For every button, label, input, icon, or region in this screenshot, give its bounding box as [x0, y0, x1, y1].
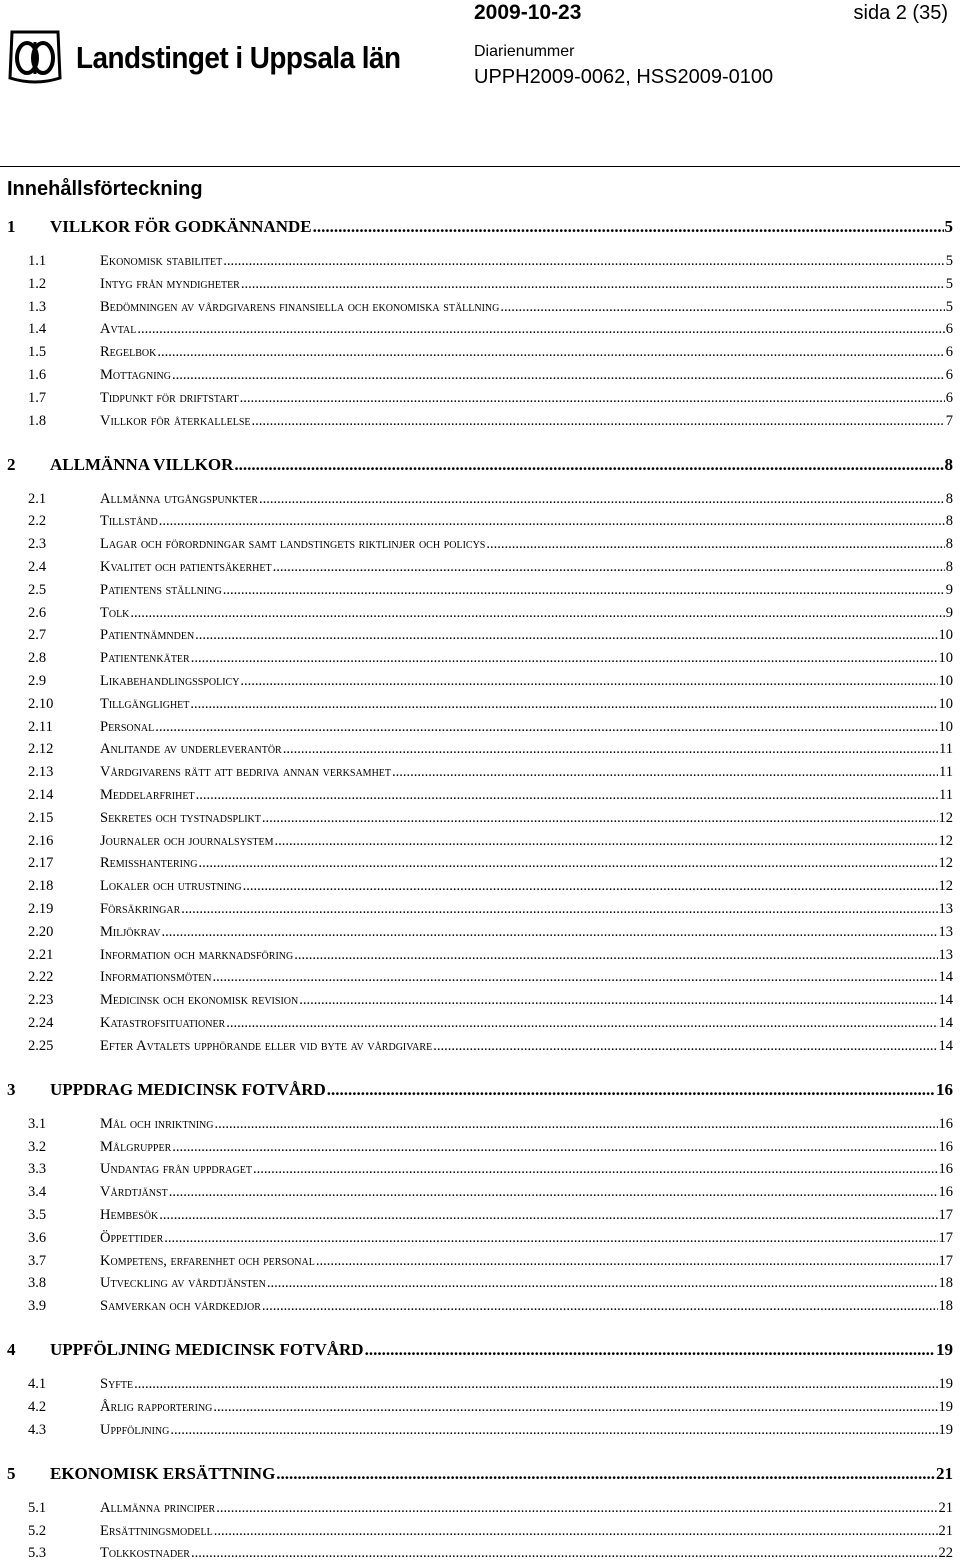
toc-entry-line	[100, 253, 953, 270]
toc-entry-line	[100, 1253, 953, 1270]
toc-entry-label: VILLKOR FÖR GODKÄNNANDE	[50, 217, 312, 236]
toc-entry-number: 2.2	[28, 513, 47, 530]
toc-entry-label: Bedömningen av vårdgivarens finansiella och ekonomiska ställning	[100, 298, 500, 315]
toc-entry-number: 3.6	[28, 1229, 47, 1246]
toc-entry-line	[100, 344, 953, 361]
toc-entry-label: Vårdgivarens rätt att bedriva annan verksamhet	[100, 764, 392, 781]
toc-entry-number: 1.3	[28, 298, 47, 315]
toc-entry-number: 2.13	[28, 764, 54, 781]
toc-dot-leader	[134, 1376, 937, 1393]
toc-entry-page: 21	[936, 1463, 953, 1483]
toc-entry-page: 16	[938, 1115, 953, 1132]
toc-entry-line	[100, 719, 953, 736]
toc-dot-leader	[155, 719, 937, 736]
toc-entry-line	[100, 299, 953, 316]
toc-entry-page: 9	[945, 604, 953, 621]
toc-entry-number: 2.14	[28, 787, 54, 803]
toc-dot-leader	[137, 321, 944, 338]
toc-entry-number: 1.8	[28, 412, 47, 429]
toc-entry-label: Information och marknadsföring	[100, 946, 294, 963]
toc-entry-number: 2.8	[28, 650, 47, 667]
toc-entry-number: 4.1	[28, 1376, 47, 1393]
toc-entry-line	[100, 992, 953, 1009]
toc-dot-leader	[433, 1038, 937, 1055]
toc-dot-leader	[299, 992, 937, 1009]
toc-dot-leader	[274, 833, 937, 850]
toc-entry-number: 2.22	[28, 969, 54, 986]
toc-dot-leader	[157, 344, 944, 361]
toc-entry-page: 13	[938, 946, 953, 963]
toc-entry-page: 14	[938, 969, 953, 986]
toc-dot-leader	[226, 1015, 937, 1032]
toc-entry-page: 14	[938, 1037, 953, 1054]
toc-entry-number: 2.24	[28, 1015, 54, 1031]
toc-entry-number: 1.7	[28, 389, 47, 406]
toc-entry-line	[100, 833, 953, 850]
toc-dot-leader	[172, 367, 945, 384]
toc-entry-line	[100, 1500, 953, 1517]
toc-entry-number: 2.6	[28, 604, 47, 621]
toc-entry-line	[100, 536, 953, 553]
toc-entry-label: Allmänna utgångspunkter	[100, 490, 258, 507]
toc-entry-label: ALLMÄNNA VILLKOR	[50, 454, 234, 474]
toc-entry-label: Likabehandlingsspolicy	[100, 673, 240, 689]
toc-entry-label: Målgrupper	[100, 1138, 172, 1155]
toc-dot-leader	[164, 1230, 937, 1247]
toc-entry-line	[100, 855, 953, 872]
toc-entry-label: Vårdtjänst	[100, 1184, 168, 1201]
toc-entry-number: 3	[7, 1079, 16, 1099]
toc-dot-leader	[327, 1080, 935, 1100]
toc-entry-line	[100, 413, 953, 430]
toc-entry-number: 5.3	[28, 1545, 47, 1562]
toc-dot-leader	[273, 559, 945, 576]
toc-entry-line	[100, 696, 953, 713]
toc-entry-number: 2.23	[28, 992, 54, 1009]
toc-dot-leader	[172, 1139, 937, 1156]
toc-dot-leader	[223, 582, 945, 599]
toc-entry-line	[100, 1376, 953, 1393]
toc-entry-page: 10	[938, 695, 953, 712]
toc-entry-page: 18	[938, 1298, 953, 1315]
toc-entry-page: 10	[938, 673, 953, 689]
toc-dot-leader	[170, 1422, 937, 1439]
toc-dot-leader	[365, 1340, 935, 1360]
toc-entry-number: 2.17	[28, 855, 54, 872]
toc-entry-label: Patientenkäter	[100, 650, 190, 667]
toc-entry-label: Ekonomisk stabilitet	[100, 253, 223, 269]
page-number: sida 2 (35)	[853, 2, 948, 24]
toc-entry-label: Försäkringar	[100, 901, 181, 917]
toc-entry-label: Villkor för återkallelse	[100, 412, 251, 429]
toc-dot-leader	[213, 969, 938, 986]
toc-entry-label: UPPFÖLJNING MEDICINSK FOTVÅRD	[50, 1340, 364, 1360]
toc-entry-number: 4	[7, 1340, 16, 1360]
toc-entry-number: 1.5	[28, 344, 47, 361]
toc-dot-leader	[198, 855, 937, 872]
toc-entry-label: Avtal	[100, 321, 137, 338]
toc-dot-leader	[159, 1207, 937, 1224]
toc-entry-page: 17	[938, 1229, 953, 1246]
toc-dot-leader	[223, 253, 945, 270]
toc-entry-line	[100, 1184, 953, 1201]
toc-entry-page: 22	[938, 1545, 953, 1562]
toc-dot-leader	[214, 1116, 937, 1133]
toc-entry-page: 7	[945, 412, 953, 429]
toc-entry-label: Remisshantering	[100, 855, 198, 872]
toc-dot-leader	[241, 276, 945, 293]
toc-entry-page: 5	[945, 253, 953, 269]
toc-entry-line	[100, 1523, 953, 1540]
toc-dot-leader	[262, 810, 938, 827]
toc-entry-page: 16	[936, 1079, 953, 1099]
toc-entry-number: 2.9	[28, 673, 47, 689]
toc-entry-number: 2.12	[28, 741, 54, 758]
toc-entry-line	[100, 1139, 953, 1156]
toc-entry-line	[100, 367, 953, 384]
toc-entry-line	[50, 1464, 953, 1484]
toc-entry-label: Meddelarfrihet	[100, 787, 195, 803]
toc-entry-line	[50, 1340, 953, 1360]
diarienummer-label: Diarienummer	[474, 43, 575, 60]
toc-entry-label: Mottagning	[100, 367, 171, 383]
toc-entry-number: 3.8	[28, 1275, 47, 1292]
toc-entry-label: Öppettider	[100, 1229, 164, 1246]
toc-entry-number: 2.15	[28, 809, 54, 826]
toc-entry-line	[100, 1298, 953, 1315]
toc-entry-page: 10	[938, 627, 953, 644]
toc-entry-number: 2.11	[28, 718, 53, 735]
toc-entry-page: 17	[938, 1252, 953, 1269]
toc-entry-line	[100, 924, 953, 941]
toc-entry-page: 21	[938, 1522, 953, 1539]
toc-entry-page: 12	[938, 878, 953, 895]
toc-entry-number: 3.5	[28, 1207, 47, 1223]
toc-entry-label: Tolkkostnader	[100, 1545, 190, 1562]
toc-entry-number: 2.21	[28, 946, 54, 963]
toc-entry-label: Mål och inriktning	[100, 1115, 214, 1132]
toc-entry-page: 16	[938, 1184, 953, 1201]
toc-dot-leader	[159, 513, 945, 530]
toc-entry-label: Utveckling av vårdtjänsten	[100, 1275, 266, 1292]
toc-entry-label: Uppföljning	[100, 1421, 170, 1438]
toc-entry-line	[100, 1161, 953, 1178]
toc-entry-page: 19	[938, 1399, 953, 1415]
toc-entry-line	[100, 1399, 953, 1416]
toc-entry-page: 10	[938, 650, 953, 667]
toc-entry-page: 5	[945, 298, 953, 315]
toc-entry-line	[100, 673, 953, 690]
toc-entry-line	[100, 513, 953, 530]
toc-entry-label: Medicinsk och ekonomisk revision	[100, 992, 299, 1009]
toc-entry-number: 5.2	[28, 1522, 47, 1539]
toc-entry-label: Anlitande av underleverantör	[100, 741, 282, 758]
toc-entry-number: 1.2	[28, 275, 47, 292]
toc-entry-label: Allmänna principer	[100, 1499, 216, 1516]
toc-entry-line	[100, 650, 953, 667]
toc-entry-label: EKONOMISK ERSÄTTNING	[50, 1463, 276, 1483]
toc-entry-number: 2.7	[28, 627, 47, 644]
toc-dot-leader	[234, 455, 943, 475]
toc-entry-label: Patientens ställning	[100, 581, 222, 598]
toc-entry-number: 4.3	[28, 1421, 47, 1438]
toc-dot-leader	[195, 627, 937, 644]
toc-entry-label: Tillstånd	[100, 513, 158, 530]
diarienummer-value: UPPH2009-0062, HSS2009-0100	[474, 66, 774, 88]
toc-entry-line	[100, 741, 953, 758]
toc-entry-label: Undantag från uppdraget	[100, 1161, 252, 1178]
toc-entry-label: Samverkan och vårdkedjor	[100, 1298, 261, 1315]
toc-entry-line	[100, 1038, 953, 1055]
toc-entry-page: 8	[945, 536, 953, 553]
toc-entry-label: Tillgänglighet	[100, 695, 190, 712]
organization-name: Landstinget i Uppsala län	[76, 39, 401, 75]
toc-entry-page: 8	[945, 490, 953, 507]
toc-entry-page: 5	[945, 275, 953, 292]
toc-entry-number: 2.1	[28, 490, 47, 507]
toc-entry-number: 2.20	[28, 923, 54, 940]
toc-entry-label: Regelbok	[100, 344, 157, 361]
toc-entry-label: Hembesök	[100, 1207, 159, 1223]
toc-dot-leader	[283, 741, 938, 758]
toc-entry-line	[100, 947, 953, 964]
toc-entry-number: 1.4	[28, 321, 47, 338]
toc-entry-label: Informationsmöten	[100, 969, 212, 986]
toc-entry-line	[100, 321, 953, 338]
toc-entry-number: 5	[7, 1463, 16, 1483]
toc-entry-line	[100, 764, 953, 781]
toc-entry-page: 19	[936, 1340, 953, 1360]
toc-entry-line	[50, 455, 953, 475]
toc-entry-line	[100, 1422, 953, 1439]
toc-dot-leader	[392, 764, 938, 781]
toc-entry-line	[100, 969, 953, 986]
toc-entry-page: 12	[938, 855, 953, 872]
toc-entry-label: Journaler och journalsystem	[100, 832, 274, 849]
toc-entry-number: 2.19	[28, 901, 54, 917]
header-divider	[0, 166, 960, 167]
toc-entry-line	[100, 878, 953, 895]
toc-dot-leader	[276, 1464, 935, 1484]
toc-dot-leader	[486, 536, 944, 553]
toc-entry-page: 6	[945, 344, 953, 361]
toc-dot-leader	[294, 947, 937, 964]
toc-dot-leader	[253, 1161, 938, 1178]
toc-entry-line	[100, 1230, 953, 1247]
toc-entry-number: 2.3	[28, 536, 47, 553]
toc-entry-line	[100, 810, 953, 827]
toc-entry-number: 5.1	[28, 1499, 47, 1516]
toc-entry-page: 13	[938, 923, 953, 940]
toc-entry-label: Tolk	[100, 604, 130, 621]
toc-entry-label: Lagar och förordningar samt landstingets riktlinjer och policys	[100, 536, 486, 553]
toc-entry-number: 4.2	[28, 1399, 47, 1415]
toc-dot-leader	[240, 390, 945, 407]
toc-entry-label: Miljökrav	[100, 923, 161, 940]
toc-entry-label: Efter Avtalets upphörande eller vid byte av vårdgivare	[100, 1037, 433, 1054]
toc-dot-leader	[316, 1253, 938, 1270]
toc-dot-leader	[259, 491, 945, 508]
document-date: 2009-10-23	[474, 1, 582, 24]
toc-entry-number: 2.5	[28, 581, 47, 598]
toc-entry-page: 8	[945, 559, 953, 575]
toc-entry-page: 19	[938, 1421, 953, 1438]
toc-entry-line	[100, 605, 953, 622]
toc-entry-page: 11	[939, 787, 953, 803]
organization-logo	[6, 28, 437, 86]
toc-entry-page: 5	[944, 217, 953, 236]
toc-entry-page: 14	[938, 992, 953, 1009]
toc-dot-leader	[216, 1500, 937, 1517]
toc-dot-leader	[191, 1545, 938, 1562]
toc-entry-label: Kompetens, erfarenhet och personal	[100, 1252, 315, 1269]
toc-entry-label: Sekretes och tystnadsplikt	[100, 809, 261, 826]
toc-entry-page: 18	[938, 1275, 953, 1292]
toc-entry-line	[100, 1207, 953, 1224]
toc-dot-leader	[252, 413, 945, 430]
toc-entry-label: Patientnämnden	[100, 627, 195, 644]
toc-dot-leader	[191, 650, 938, 667]
toc-entry-page: 21	[938, 1499, 953, 1516]
toc-entry-line	[100, 390, 953, 407]
toc-entry-label: UPPDRAG MEDICINSK FOTVÅRD	[50, 1079, 326, 1099]
toc-dot-leader	[313, 217, 944, 237]
toc-entry-page: 17	[938, 1207, 953, 1223]
toc-entry-number: 3.1	[28, 1115, 47, 1132]
toc-entry-page: 12	[938, 832, 953, 849]
toc-entry-label: Intyg från myndigheter	[100, 275, 240, 292]
toc-dot-leader	[181, 901, 937, 918]
toc-entry-page: 16	[938, 1138, 953, 1155]
toc-entry-line	[50, 1080, 953, 1100]
toc-dot-leader	[130, 605, 944, 622]
toc-entry-number: 1.1	[28, 253, 47, 269]
toc-entry-page: 12	[938, 809, 953, 826]
toc-entry-number: 2.18	[28, 878, 54, 895]
toc-entry-page: 14	[938, 1015, 953, 1031]
toc-entry-line	[100, 491, 953, 508]
toc-entry-label: Tidpunkt för driftstart	[100, 389, 239, 406]
toc-entry-page: 8	[945, 513, 953, 530]
toc-entry-page: 19	[938, 1376, 953, 1393]
toc-entry-number: 1	[7, 217, 16, 236]
toc-entry-line	[100, 1015, 953, 1032]
toc-dot-leader	[262, 1298, 938, 1315]
toc-entry-number: 2.16	[28, 832, 54, 849]
toc-dot-leader	[190, 696, 937, 713]
toc-entry-page: 11	[939, 741, 953, 758]
toc-entry-number: 3.2	[28, 1138, 47, 1155]
toc-entry-line	[100, 559, 953, 576]
toc-entry-label: Ersättningsmodell	[100, 1522, 213, 1539]
toc-entry-line	[100, 627, 953, 644]
toc-entry-line	[100, 276, 953, 293]
toc-entry-number: 2.25	[28, 1037, 54, 1054]
toc-entry-page: 6	[945, 321, 953, 338]
toc-entry-page: 9	[945, 581, 953, 598]
toc-entry-number: 1.6	[28, 367, 47, 383]
toc-entry-number: 2	[7, 454, 16, 474]
toc-entry-line	[100, 1116, 953, 1133]
toc-entry-page: 8	[944, 454, 953, 474]
toc-title: Innehållsförteckning	[7, 178, 203, 200]
toc-dot-leader	[213, 1399, 937, 1416]
toc-dot-leader	[240, 673, 937, 690]
toc-dot-leader	[243, 878, 938, 895]
toc-entry-number: 3.3	[28, 1161, 47, 1178]
landstinget-logo-icon	[6, 28, 64, 86]
toc-dot-leader	[169, 1184, 938, 1201]
toc-entry-page: 13	[938, 901, 953, 917]
toc-dot-leader	[196, 787, 938, 804]
toc-entry-page: 6	[945, 389, 953, 406]
page-header	[0, 0, 960, 170]
toc-entry-line	[50, 217, 953, 237]
toc-entry-line	[100, 1545, 953, 1562]
toc-dot-leader	[500, 299, 944, 316]
toc-entry-label: Katastrofsituationer	[100, 1015, 226, 1031]
toc-entry-line	[100, 787, 953, 804]
toc-entry-label: Årlig rapportering	[100, 1399, 213, 1415]
toc-dot-leader	[267, 1275, 938, 1292]
toc-entry-line	[100, 582, 953, 599]
toc-entry-page: 6	[945, 367, 953, 383]
toc-entry-label: Kvalitet och patientsäkerhet	[100, 559, 272, 575]
toc-entry-line	[100, 901, 953, 918]
toc-entry-number: 3.4	[28, 1184, 47, 1201]
toc-entry-label: Syfte	[100, 1376, 134, 1393]
toc-entry-number: 2.4	[28, 559, 47, 575]
toc-entry-number: 2.10	[28, 695, 54, 712]
toc-entry-page: 16	[938, 1161, 953, 1178]
toc-dot-leader	[214, 1523, 938, 1540]
toc-entry-number: 3.7	[28, 1252, 47, 1269]
toc-entry-page: 11	[939, 764, 953, 781]
toc-entry-label: Personal	[100, 718, 155, 735]
toc-dot-leader	[162, 924, 938, 941]
toc-entry-line	[100, 1275, 953, 1292]
toc-entry-label: Lokaler och utrustning	[100, 878, 242, 895]
toc-entry-page: 10	[938, 718, 953, 735]
toc-entry-number: 3.9	[28, 1298, 47, 1315]
